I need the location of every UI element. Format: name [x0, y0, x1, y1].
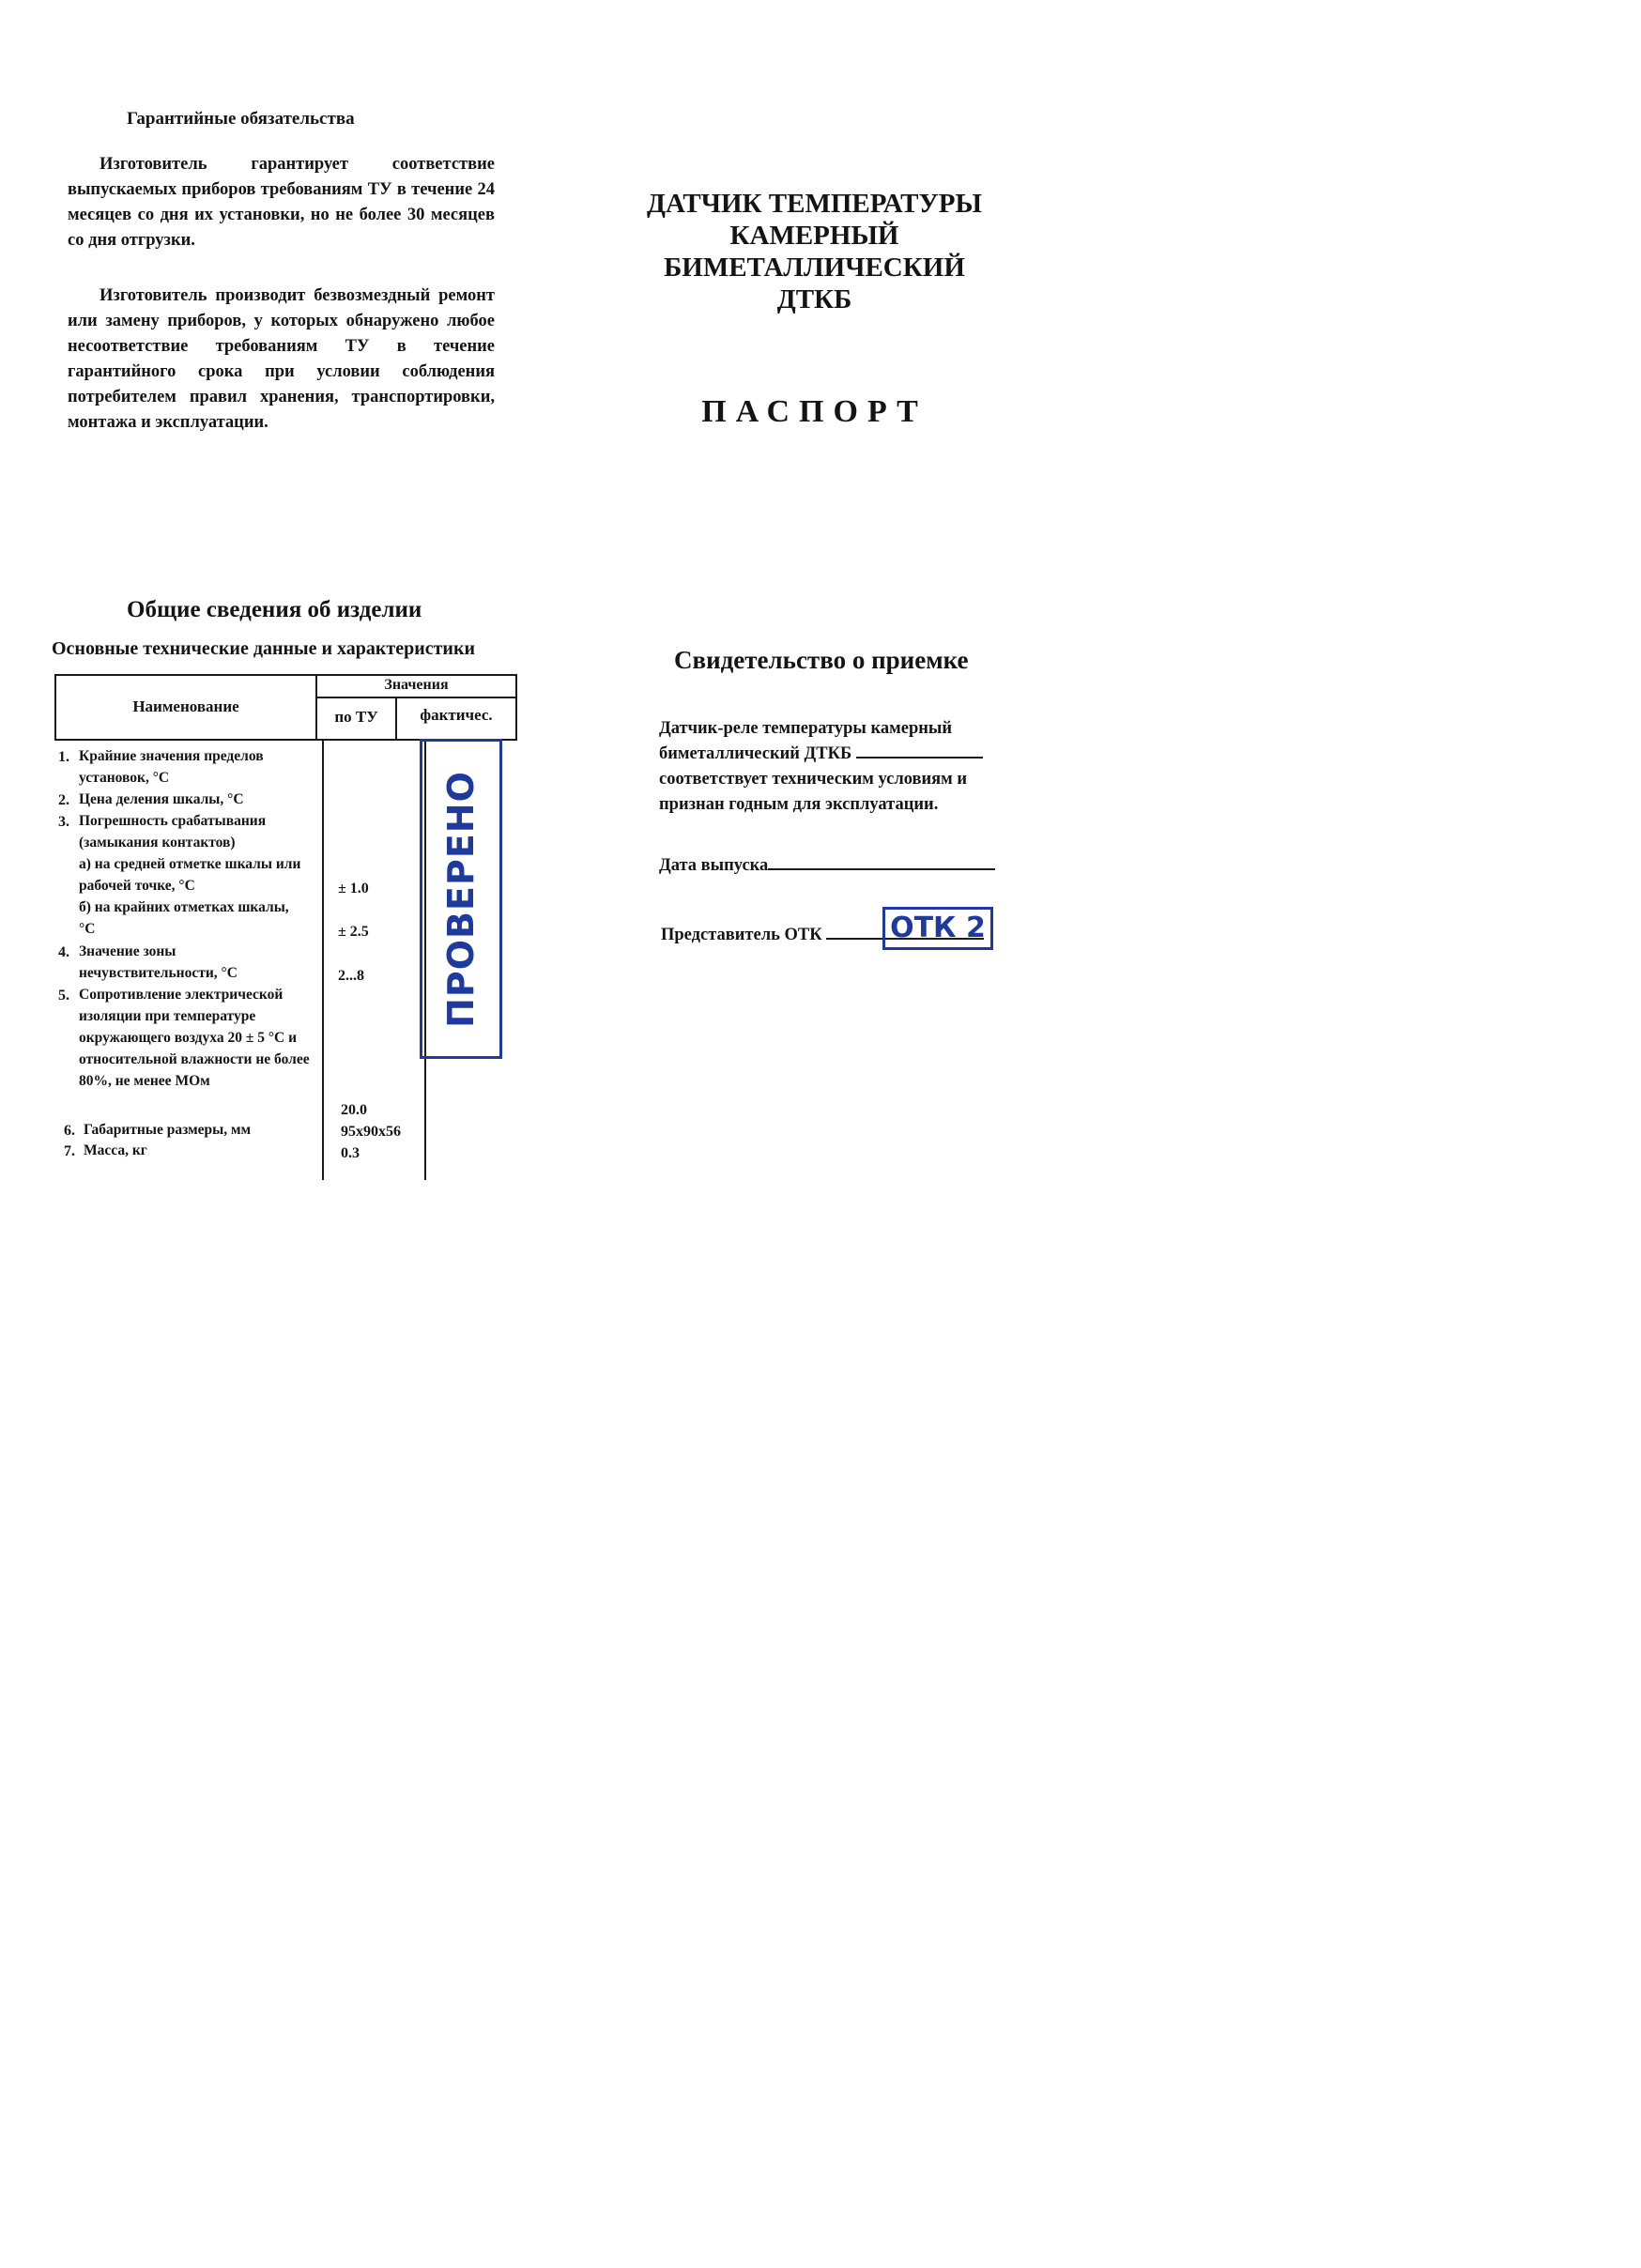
table-border — [315, 697, 517, 698]
release-date-field — [659, 856, 995, 876]
row-number: 7. — [64, 1143, 75, 1159]
product-title-line: ДАТЧИК ТЕМПЕРАТУРЫ — [647, 189, 982, 219]
checked-stamp-text: ПРОВЕРЕНО — [440, 770, 482, 1028]
certificate-line-text: биметаллический ДТКБ — [659, 744, 852, 763]
row-number: 3. — [58, 814, 69, 830]
warranty-paragraph-2: Изготовитель производит безвозмездный ремонт или замену приборов, у которых обнаружено любое несоответствие требованиям ТУ в течение гарантийного срока при условии соблюдения потребителем правил хранения, транспортировки, монтажа и эксплуатации. — [68, 286, 495, 432]
serial-number-blank — [856, 757, 983, 759]
checked-stamp — [420, 739, 502, 1059]
row-text: Значение зоны нечувствительности, °С — [79, 943, 238, 981]
column-header-name: Наименование — [132, 697, 239, 715]
row-number: 6. — [64, 1123, 75, 1139]
certificate-line: признан годным для эксплуатации. — [659, 795, 939, 814]
row-text: Цена деления шкалы, °С — [79, 791, 244, 807]
release-date-label: Дата выпуска — [659, 856, 769, 875]
table-border — [322, 741, 324, 1180]
row-value-tu: 95x90x56 — [341, 1124, 401, 1140]
certificate-body — [659, 716, 1025, 818]
row-value-tu: 0.3 — [341, 1145, 360, 1161]
general-info-title: Общие сведения об изделии — [127, 597, 422, 622]
otk-representative-label: Представитель ОТК — [661, 926, 822, 944]
warranty-paragraph-1: Изготовитель гарантирует соответствие выпускаемых приборов требованиям ТУ в течение 24 месяцев со дня их установки, но не более 30 месяцев со дня отгрузки. — [68, 155, 495, 250]
general-info-subtitle: Основные технические данные и характеристики — [52, 638, 476, 659]
certificate-line — [659, 742, 1025, 767]
otk-stamp: ОТК 2 — [882, 907, 993, 950]
row-number: 4. — [58, 944, 69, 960]
product-title — [615, 188, 1014, 315]
column-header-values: Значения — [384, 677, 449, 693]
certificate-line: Датчик-реле температуры камерный — [659, 719, 952, 738]
column-header-actual: фактичес. — [420, 706, 493, 724]
table-border — [515, 674, 517, 741]
table-border — [54, 674, 517, 676]
row-text: б) на крайних отметках шкалы, °С — [79, 899, 289, 937]
product-title-line: ДТКБ — [776, 284, 852, 314]
product-title-line: БИМЕТАЛЛИЧЕСКИЙ — [664, 253, 965, 283]
row-value-tu: 20.0 — [341, 1102, 367, 1118]
row-text: а) на средней отметке шкалы или рабочей точке, °С — [79, 856, 301, 894]
certificate-line: соответствует техническим условиям и — [659, 770, 968, 789]
product-title-line: КАМЕРНЫЙ — [729, 221, 899, 251]
row-text: Габаритные размеры, мм — [84, 1122, 252, 1138]
row-number: 1. — [58, 749, 69, 765]
row-text: Сопротивление электрической изоляции при температуре окружающего воздуха 20 ± 5 °С и относительной влажности не более 80%, не менее МОм — [79, 987, 310, 1089]
row-text: Крайние значения пределов установок, °С — [79, 748, 264, 786]
release-date-blank — [768, 868, 995, 870]
row-text: Погрешность срабатывания (замыкания контактов) — [79, 813, 267, 850]
row-text: Масса, кг — [84, 1142, 147, 1158]
row-value-tu: 2...8 — [338, 968, 364, 984]
row-value-tu: ± 2.5 — [338, 924, 369, 940]
row-number: 2. — [58, 792, 69, 808]
warranty-title: Гарантийные обязательства — [127, 109, 355, 129]
document-type: ПАСПОРТ — [701, 394, 928, 429]
certificate-title: Свидетельство о приемке — [674, 646, 969, 674]
row-value-tu: ± 1.0 — [338, 881, 369, 896]
row-number: 5. — [58, 988, 69, 1004]
column-header-tu: по ТУ — [334, 708, 378, 726]
